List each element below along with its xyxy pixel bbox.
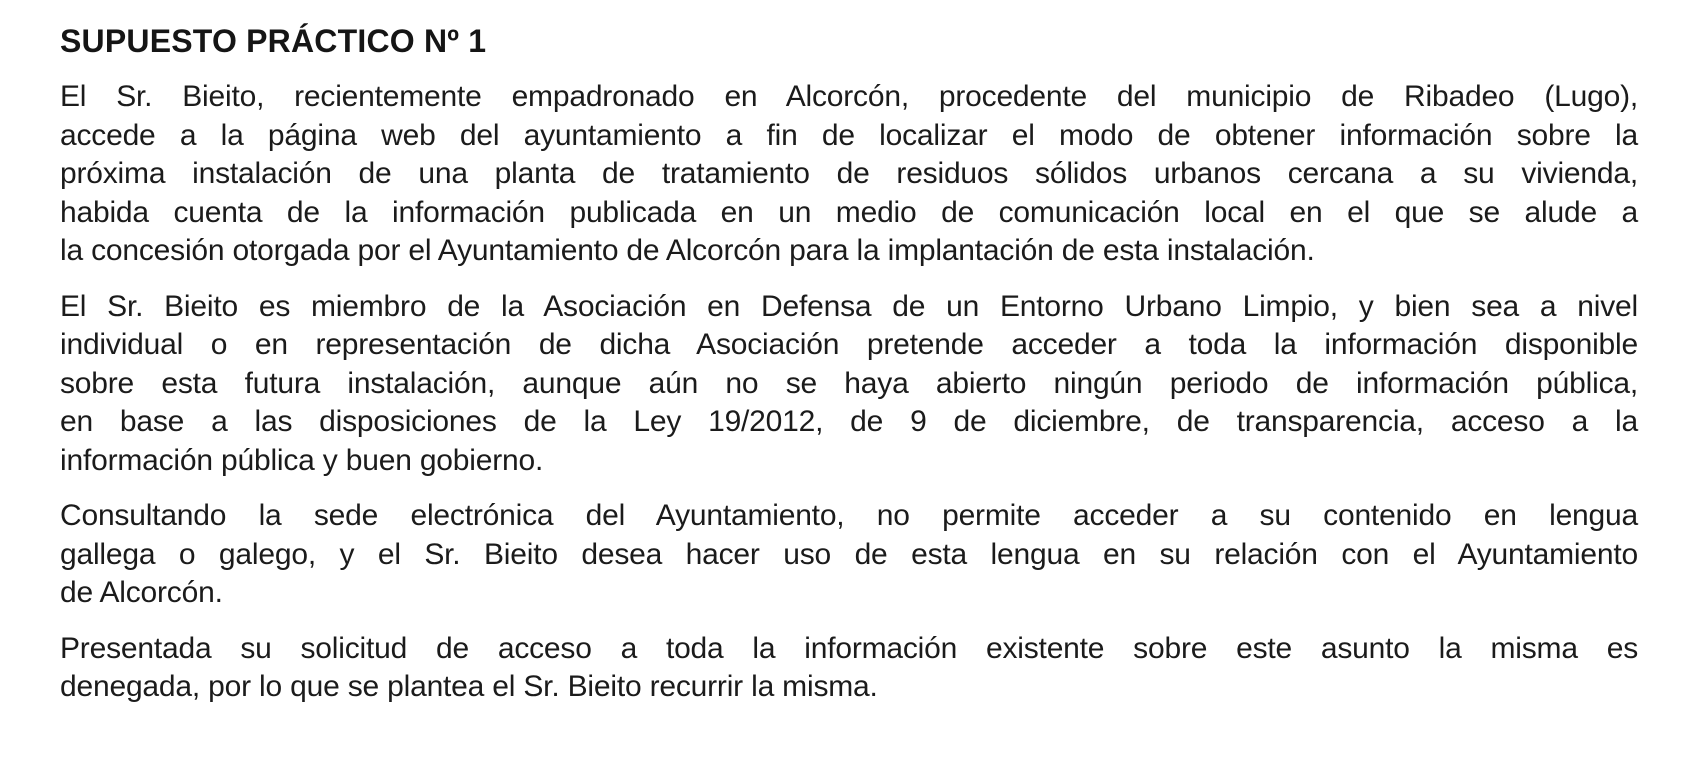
paragraph-1 [60,78,1638,271]
text-line: sobre esta futura instalación, aunque aún no se haya abierto ningún periodo de información pública, [60,366,1638,400]
text-line: en base a las disposiciones de la Ley 19/2012, de 9 de diciembre, de transparencia, acceso a la [60,405,1638,438]
text-line: denegada, por lo que se plantea el Sr. Bieito recurrir la misma. [60,670,878,703]
text-line: Consultando la sede electrónica del Ayuntamiento, no permite acceder a su contenido en lengua [60,499,1638,532]
text-line: individual o en representación de dicha Asociación pretende acceder a toda la información disponible [60,328,1638,361]
text-line: El Sr. Bieito es miembro de la Asociación en Defensa de un Entorno Urbano Limpio, y bien sea a nivel [60,289,1638,323]
text-line: habida cuenta de la información publicada en un medio de comunicación local en el que se alude a [60,195,1638,229]
text-line: información pública y buen gobierno. [60,443,544,477]
text-line: El Sr. Bieito, recientemente empadronado en Alcorcón, procedente del municipio de Ribadeo (Lugo), [60,80,1638,113]
paragraph-4 [60,630,1638,707]
paragraph-3 [60,497,1638,613]
text-line: próxima instalación de una planta de tratamiento de residuos sólidos urbanos cercana a su vivienda, [60,157,1638,190]
page-title: SUPUESTO PRÁCTICO Nº 1 [60,23,487,59]
text-line: Presentada su solicitud de acceso a toda la información existente sobre este asunto la misma es [60,631,1638,665]
text-line: gallega o galego, y el Sr. Bieito desea hacer uso de esta lengua en su relación con el Ayuntamiento [60,537,1638,571]
paragraph-2 [60,288,1638,481]
text-line: accede a la página web del ayuntamiento a fin de localizar el modo de obtener información sobre la [60,118,1638,152]
text-line: la concesión otorgada por el Ayuntamiento de Alcorcón para la implantación de esta instalación. [60,234,1315,267]
text-line: de Alcorcón. [60,576,223,609]
